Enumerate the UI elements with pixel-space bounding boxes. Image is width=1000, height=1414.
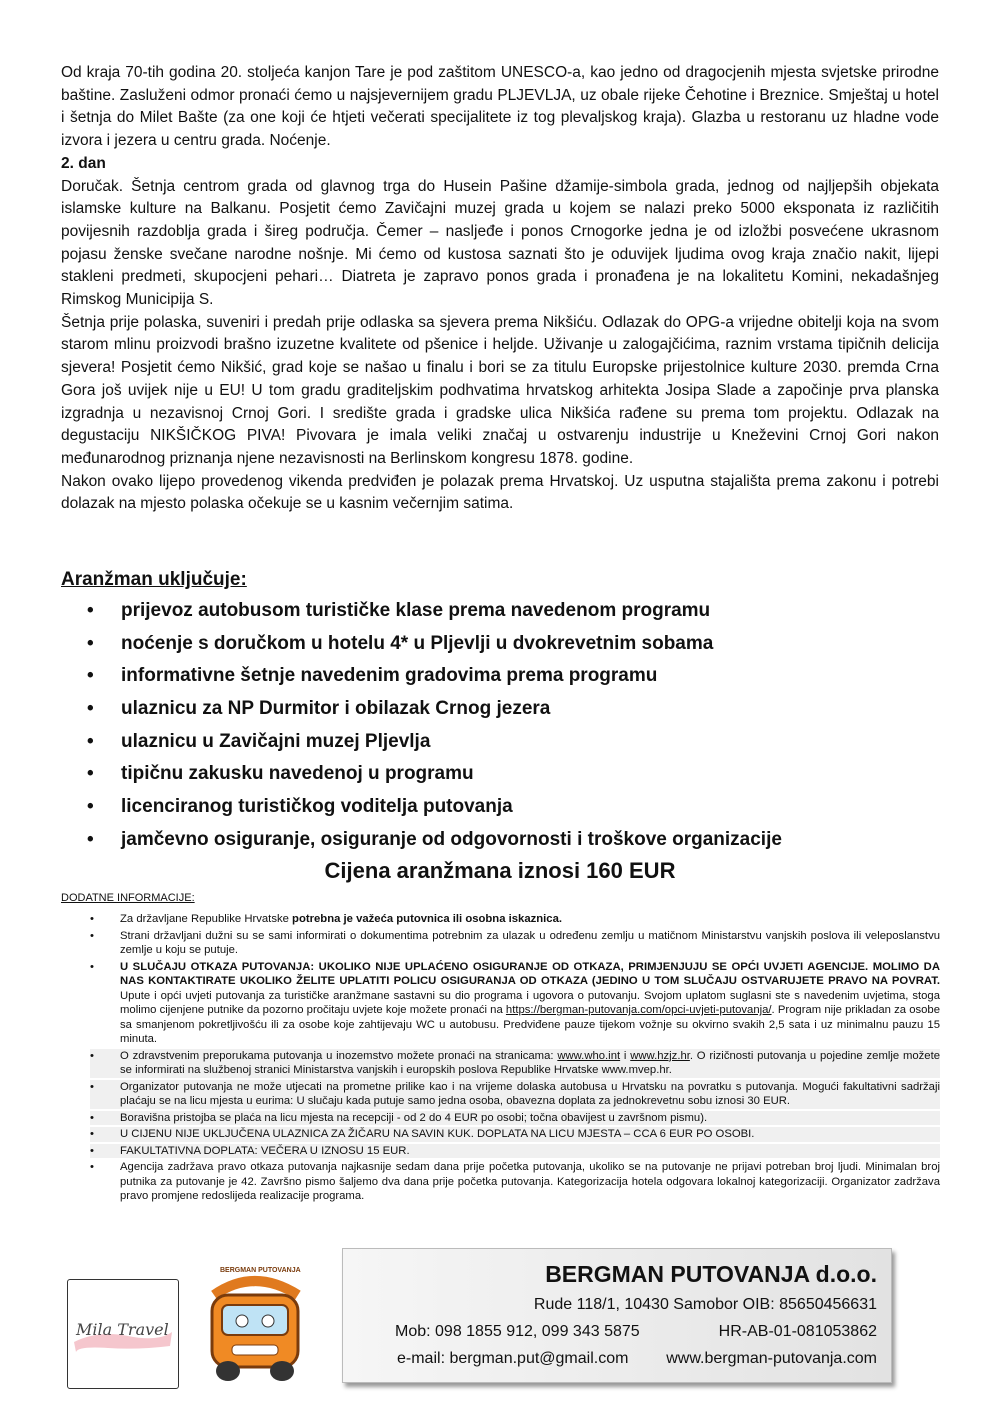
extra-text-bold: potrebna je važeća putovnica ili osobna iskaznica. [292,913,563,925]
hzjz-link[interactable]: www.hzjz.hr [630,1049,690,1062]
company-address: Rude 118/1, 10430 Samobor OIB: 85650456631 [533,1296,877,1313]
extra-text: Za državljane Republike Hrvatske [120,913,293,925]
list-item: • tipičnu zakusku navedenoj u programu [85,761,782,794]
paragraph-day1-end: Od kraja 70-tih godina 20. stoljeća kanjon Tare je pod zaštitom UNESCO-a, kao jedno od dragocjenih mjesta svjetske prirodne baštine. Zasluženi odmor pronaći ćemo u najsjevernijem gradu PLJEVLJA, uz obale rijeke Čehotine i Breznice. Smještaj u hotel i šetnja do Milet Bašte (za one koji će htjeti večerati specijalitete iz tog plevaljskog kraja). Glazba u restoranu uz hladne vode izvora i jezera u centru grada. Noćenje. [61,64,939,150]
company-license: HR-AB-01-081053862 [718,1323,877,1340]
list-item: • noćenje s doručkom u hotelu 4* u Pljevlji u dvokrevetnim sobama [85,631,782,664]
list-item: • Boravišna pristojba se plaća na licu mjesta na recepciji - od 2 do 4 EUR po osobi; točna obavijest u završnom pismu). [90,1111,940,1126]
company-email[interactable]: e-mail: bergman.put@gmail.com [397,1350,629,1367]
company-website[interactable]: www.bergman-putovanja.com [666,1350,877,1367]
list-item [90,960,940,1047]
extra-text: Upute i opći uvjeti putovanja za turističke aranžmane sastavni su dio programa i ugovora o putovanju. Svojom uplatom suglasni ste s navedenim uvjetima, stoga molimo cijenjene putnike da pozorno pročitaju uvjete koje možete pronaći na [120,989,940,1016]
company-phone: Mob: 098 1855 912, 099 343 5875 [395,1323,640,1340]
company-info-box [342,1248,892,1383]
list-item: • Strani državljani dužni su se sami informirati o dokumentima potrebnim za ulazak u određenu zemlju u matičnom Ministarstvu vanjskih poslova ili veleposlanstvu zemlje u koju se putuje. [90,929,940,958]
day2-heading: 2. dan [61,154,106,172]
list-item: • licenciranog turističkog voditelja putovanja [85,794,782,827]
list-item: • informativne šetnje navedenim gradovima prema programu [85,663,782,696]
list-item: • prijevoz autobusom turističke klase prema navedenom programu [85,598,782,631]
cancellation-notice: U SLUČAJU OTKAZA PUTOVANJA: UKOLIKO NIJE UPLAĆENO OSIGURANJE OD OTKAZA, PRIMJENJUJU SE OPĆI UVJETI AGENCIJE. MOLIMO DA NAS KONTAKTIRATE UKOLIKO ŽELITE UPLATITI POLICU OSIGURANJA OD OTKAZA (JEDINO U TOM SLUČAJU OSTVARUJETE PRAVO NA POVRAT. [120,960,940,987]
mila-logo-text: Mila Travel [76,1320,169,1339]
paragraph-niksic: Šetnja prije polaska, suveniri i predah prije odlaska sa sjevera prema Nikšiću. Odlazak do OPG-a vrijedne obitelji koja na svom starom mlinu proizvodi brašno izuzetne kvalitete od pšenice i heljde. Uživanje u zalogajčićima, raznim vrstama tipičnih delicija sjevera! Posjetit ćemo Nikšić, grad koje se našao u finalu i bori se za titulu Europske prijestolnice kulture 2030. premda Crna Gora još uvijek nije u EU! U tom gradu graditeljskim podhvatima hrvatskog arhitekta Josipa Slade a započinje prva planska izgradnja u nezavisnoj Crnoj Gori. I središte grada i gradske ulica Nikšića rađene su prema tom projektu. Odlazak na degustaciju NIKŠIČKOG PIVA! Pivovara je imala veliki značaj u ostvarenju industrije u Kneževini Crnoj Gori nakon međunarodnog priznanja njene nezavisnosti na Berlinskom kongresu 1878. godine. [61,313,939,467]
extra-text: i [620,1049,631,1062]
bergman-bus-logo [194,1265,316,1390]
list-item: • ulaznicu u Zavičajni muzej Pljevlja [85,729,782,762]
extra-info-heading: DODATNE INFORMACIJE: [61,892,195,904]
who-link[interactable]: www.who.int [557,1049,621,1062]
terms-link[interactable]: https://bergman-putovanja.com/opci-uvjeti-putovanja/ [505,1004,772,1016]
list-item [90,1049,940,1078]
company-name: BERGMAN PUTOVANJA d.o.o. [545,1261,877,1287]
list-item: • ulaznicu za NP Durmitor i obilazak Crnog jezera [85,696,782,729]
paragraph-return: Nakon ovako lijepo provedenog vikenda predviđen je polazak prema Hrvatskoj. Uz usputna stajališta prema zakonu i potrebi dolazak na mjesto polaska očekuje se u kasnim večernjim satima. [61,472,939,513]
includes-list [85,598,782,860]
bus-logo-text: BERGMAN PUTOVANJA [220,1267,301,1274]
extra-text: . O rizičnosti putovanja u pojedine zemlje možete se informirati na službenoj stranici Ministarstva vanjskih i europskih poslova Republike Hrvatske www.mvep.hr. [120,1049,940,1076]
list-item: • FAKULTATIVNA DOPLATA: VEČERA U IZNOSU 15 EUR. [90,1144,940,1159]
extra-text: O zdravstvenim preporukama putovanja u inozemstvo možete pronaći na stranicama: [120,1049,558,1062]
program-text [61,62,939,516]
list-item: • U CIJENU NIJE UKLJUČENA ULAZNICA ZA ŽIČARU NA SAVIN KUK. DOPLATA NA LICU MJESTA – CCA 6 EUR PO OSOBI. [90,1127,940,1142]
list-item: • jamčevno osiguranje, osiguranje od odgovornosti i troškove organizacije [85,827,782,860]
paragraph-day2: Doručak. Šetnja centrom grada od glavnog trga do Husein Pašine džamije-simbola grada, jednog od najljepših objekata islamske kulture na Balkanu. Posjetit ćemo Zavičajni muzej grada u kojem se nalazi preko 5000 eksponata iz različitih povijesnih razdoblja grada i šireg područja. Čemer – nasljeđe i ponos Crnogorke jedna je od izložbi posvećene ukrasnom pojasu ženske svečane narodne nošnje. Mi ćemo od kustosa saznati što je oduvijek ljudima ovog kraja značio nakit, lijepi stakleni predmeti, skupocjeni pehari… Diatreta je zapravo ponos grada i pronađena je na lokalitetu Komini, nekadašnjeg Rimskog Municipija S. [61,177,939,309]
price-line: Cijena aranžmana iznosi 160 EUR [324,858,676,883]
list-item: • Agencija zadržava pravo otkaza putovanja najkasnije sedam dana prije početka putovanja, ukoliko se na putovanje ne prijavi potreban broj ljudi. Minimalan broj putnika za putovanje je 42. Završno pismo šaljemo dva dana prije početka putovanja. Kategorizacija hotela odgovara lokalnoj kategorizaciji. Organizator zadržava pravo promjene redoslijeda realizacije programa. [90,1160,940,1204]
list-item: • Organizator putovanja ne može utjecati na prometne prilike kao i na vrijeme dolaska autobusa u Hrvatsku na povratku s putovanja. Mogući fakultativni sadržaji plaćaju se na licu mjesta u eurima: U slučaju kada putuje samo jedna osoba, obavezna doplata za jednokrevetnu sobu iznosi 30 EUR. [90,1080,940,1109]
extra-text: . Program nije prikladan za osobe sa smanjenom pokretljivošću ili za osobe koje zahtijevaju WC u autobusu. Predviđene pauze tijekom vožnje su okvirno svakih 2,5 sata i uz minimalnu pauzu 15 minuta. [120,1004,940,1045]
list-item [90,912,940,927]
includes-heading: Aranžman uključuje: [61,569,247,590]
mila-travel-logo [67,1279,179,1389]
bus-icon [194,1265,316,1390]
extra-info-list [90,912,940,1206]
